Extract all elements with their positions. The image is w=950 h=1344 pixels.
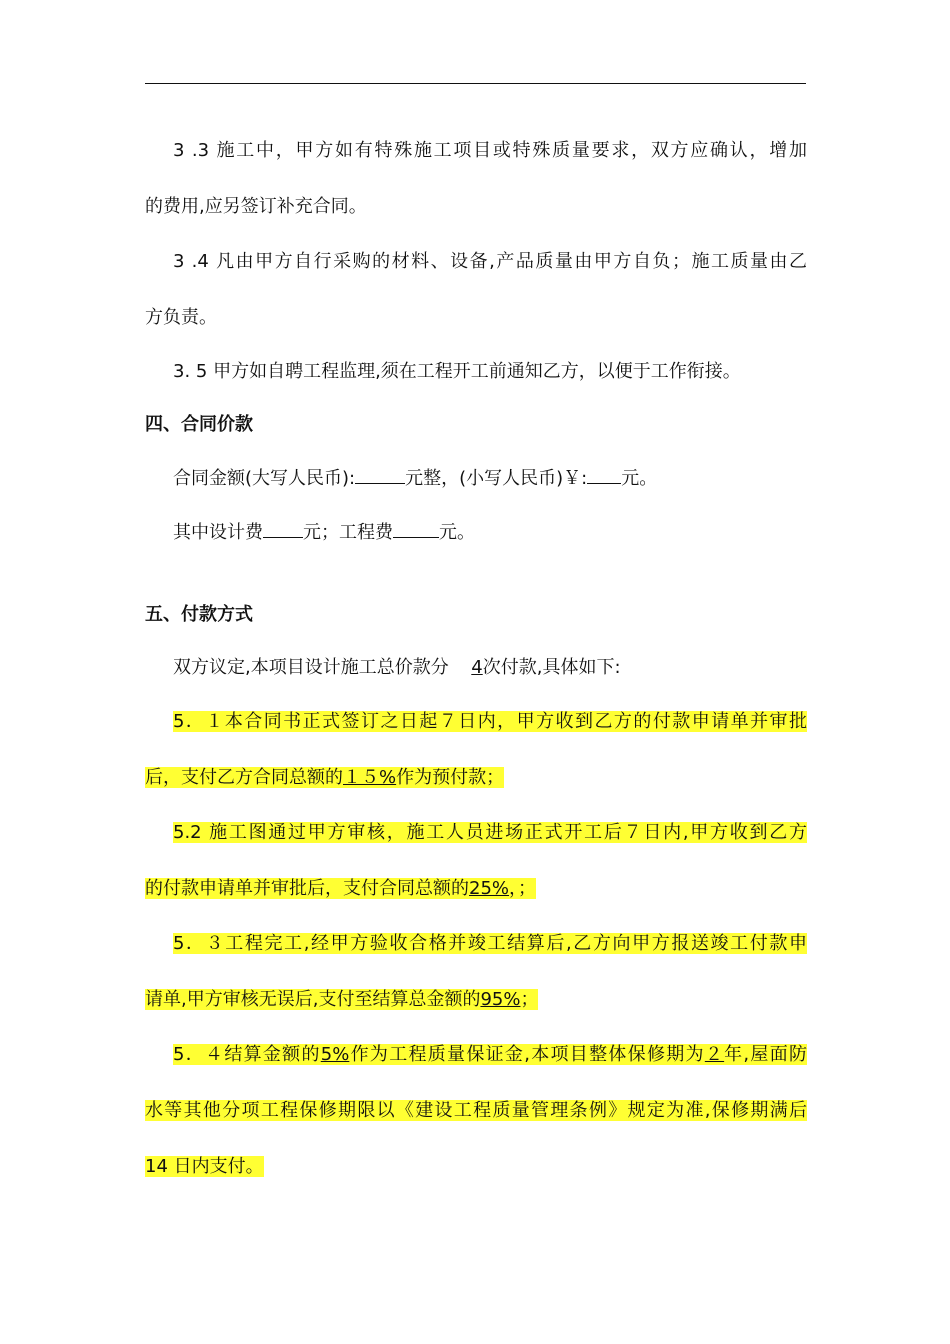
clause-3-3-line-1: 3 .3 施工中，甲方如有特殊施工项目或特殊质量要求，双方应确认，增加 — [173, 140, 807, 161]
clause-5-4-line-1 — [173, 1042, 807, 1068]
clause-5-4-text-1b: 作为工程质量保证金,本项目整体保修期为 — [349, 1044, 705, 1065]
clause-5-4-line-2 — [145, 1098, 807, 1124]
clause-5-2-text-1: 5.2 施工图通过甲方审核，施工人员进场正式开工后７日内,甲方收到乙方 — [173, 822, 807, 843]
clause-5-4-text-3: 14 日内支付。 — [145, 1156, 264, 1177]
clause-5-1-text-2a: 后，支付乙方合同总额的 — [145, 767, 343, 788]
clause-3-3-line-2: 的费用,应另签订补充合同。 — [145, 196, 367, 217]
clause-5-1-text-2b: 作为预付款； — [396, 767, 505, 788]
clause-5-4-line-3 — [145, 1154, 807, 1180]
design-fee-label: 其中设计费 — [173, 522, 263, 543]
fees-line — [173, 520, 807, 546]
amount-capital-blank — [355, 467, 405, 484]
clause-5-2-text-2b: ，； — [509, 878, 537, 899]
section-4-heading: 四、合同价款 — [145, 414, 253, 435]
clause-3-4-line-2: 方负责。 — [145, 307, 217, 328]
clause-5-3-text-1: 5．３工程完工,经甲方验收合格并竣工结算后,乙方向甲方报送竣工付款申 — [173, 933, 807, 954]
amount-label-1: 合同金额(大写人民币): — [173, 468, 356, 489]
payment-count: 4 — [471, 657, 483, 678]
clause-5-3-line-2 — [145, 987, 807, 1013]
clause-5-4-text-1c: 年,屋面防 — [724, 1044, 807, 1065]
clause-5-1-line-2 — [145, 765, 807, 791]
engineering-fee-label: 元；工程费 — [303, 522, 393, 543]
amount-number-blank — [587, 467, 621, 484]
clause-5-3-text-2a: 请单,甲方审核无误后,支付至结算总金额的 — [145, 989, 481, 1010]
second-payment-percentage: 25% — [469, 878, 510, 899]
clause-5-2-text-2a: 的付款申请单并审批后，支付合同总额的 — [145, 878, 469, 899]
clause-5-2-line-2 — [145, 876, 807, 902]
amount-label-2: 元整，(小写人民币)￥: — [405, 468, 588, 489]
payment-intro — [173, 655, 807, 681]
clause-5-3-line-1 — [173, 931, 807, 957]
clause-5-1-line-1 — [173, 709, 807, 735]
settlement-percentage: 95% — [480, 989, 521, 1010]
clause-3-5: 3. 5 甲方如自聘工程监理,须在工程开工前通知乙方，以便于工作衔接。 — [173, 361, 741, 382]
advance-percentage: １５% — [343, 767, 397, 788]
engineering-fee-blank — [393, 521, 439, 538]
fees-end: 元。 — [439, 522, 475, 543]
contract-amount-line — [173, 466, 807, 492]
retention-percentage: 5% — [320, 1044, 350, 1065]
clause-5-4-text-1a: 5．４结算金额的 — [173, 1044, 321, 1065]
warranty-years: ２ — [704, 1044, 725, 1065]
amount-label-3: 元。 — [621, 468, 658, 489]
intro-part-2: 次付款,具体如下: — [482, 657, 621, 678]
clause-5-1-text-1: 5．１本合同书正式签订之日起７日内，甲方收到乙方的付款申请单并审批 — [173, 711, 807, 732]
clause-5-2-line-1 — [173, 820, 807, 846]
header-rule — [145, 83, 806, 84]
section-5-heading: 五、付款方式 — [145, 604, 253, 625]
clause-5-4-text-2: 水等其他分项工程保修期限以《建设工程质量管理条例》规定为准,保修期满后 — [145, 1100, 807, 1121]
design-fee-blank — [263, 521, 303, 538]
clause-5-3-text-2b: ； — [520, 989, 539, 1010]
clause-3-4-line-1: 3 .4 凡由甲方自行采购的材料、设备,产品质量由甲方自负；施工质量由乙 — [173, 251, 807, 272]
intro-part-1: 双方议定,本项目设计施工总价款分 — [173, 657, 449, 678]
